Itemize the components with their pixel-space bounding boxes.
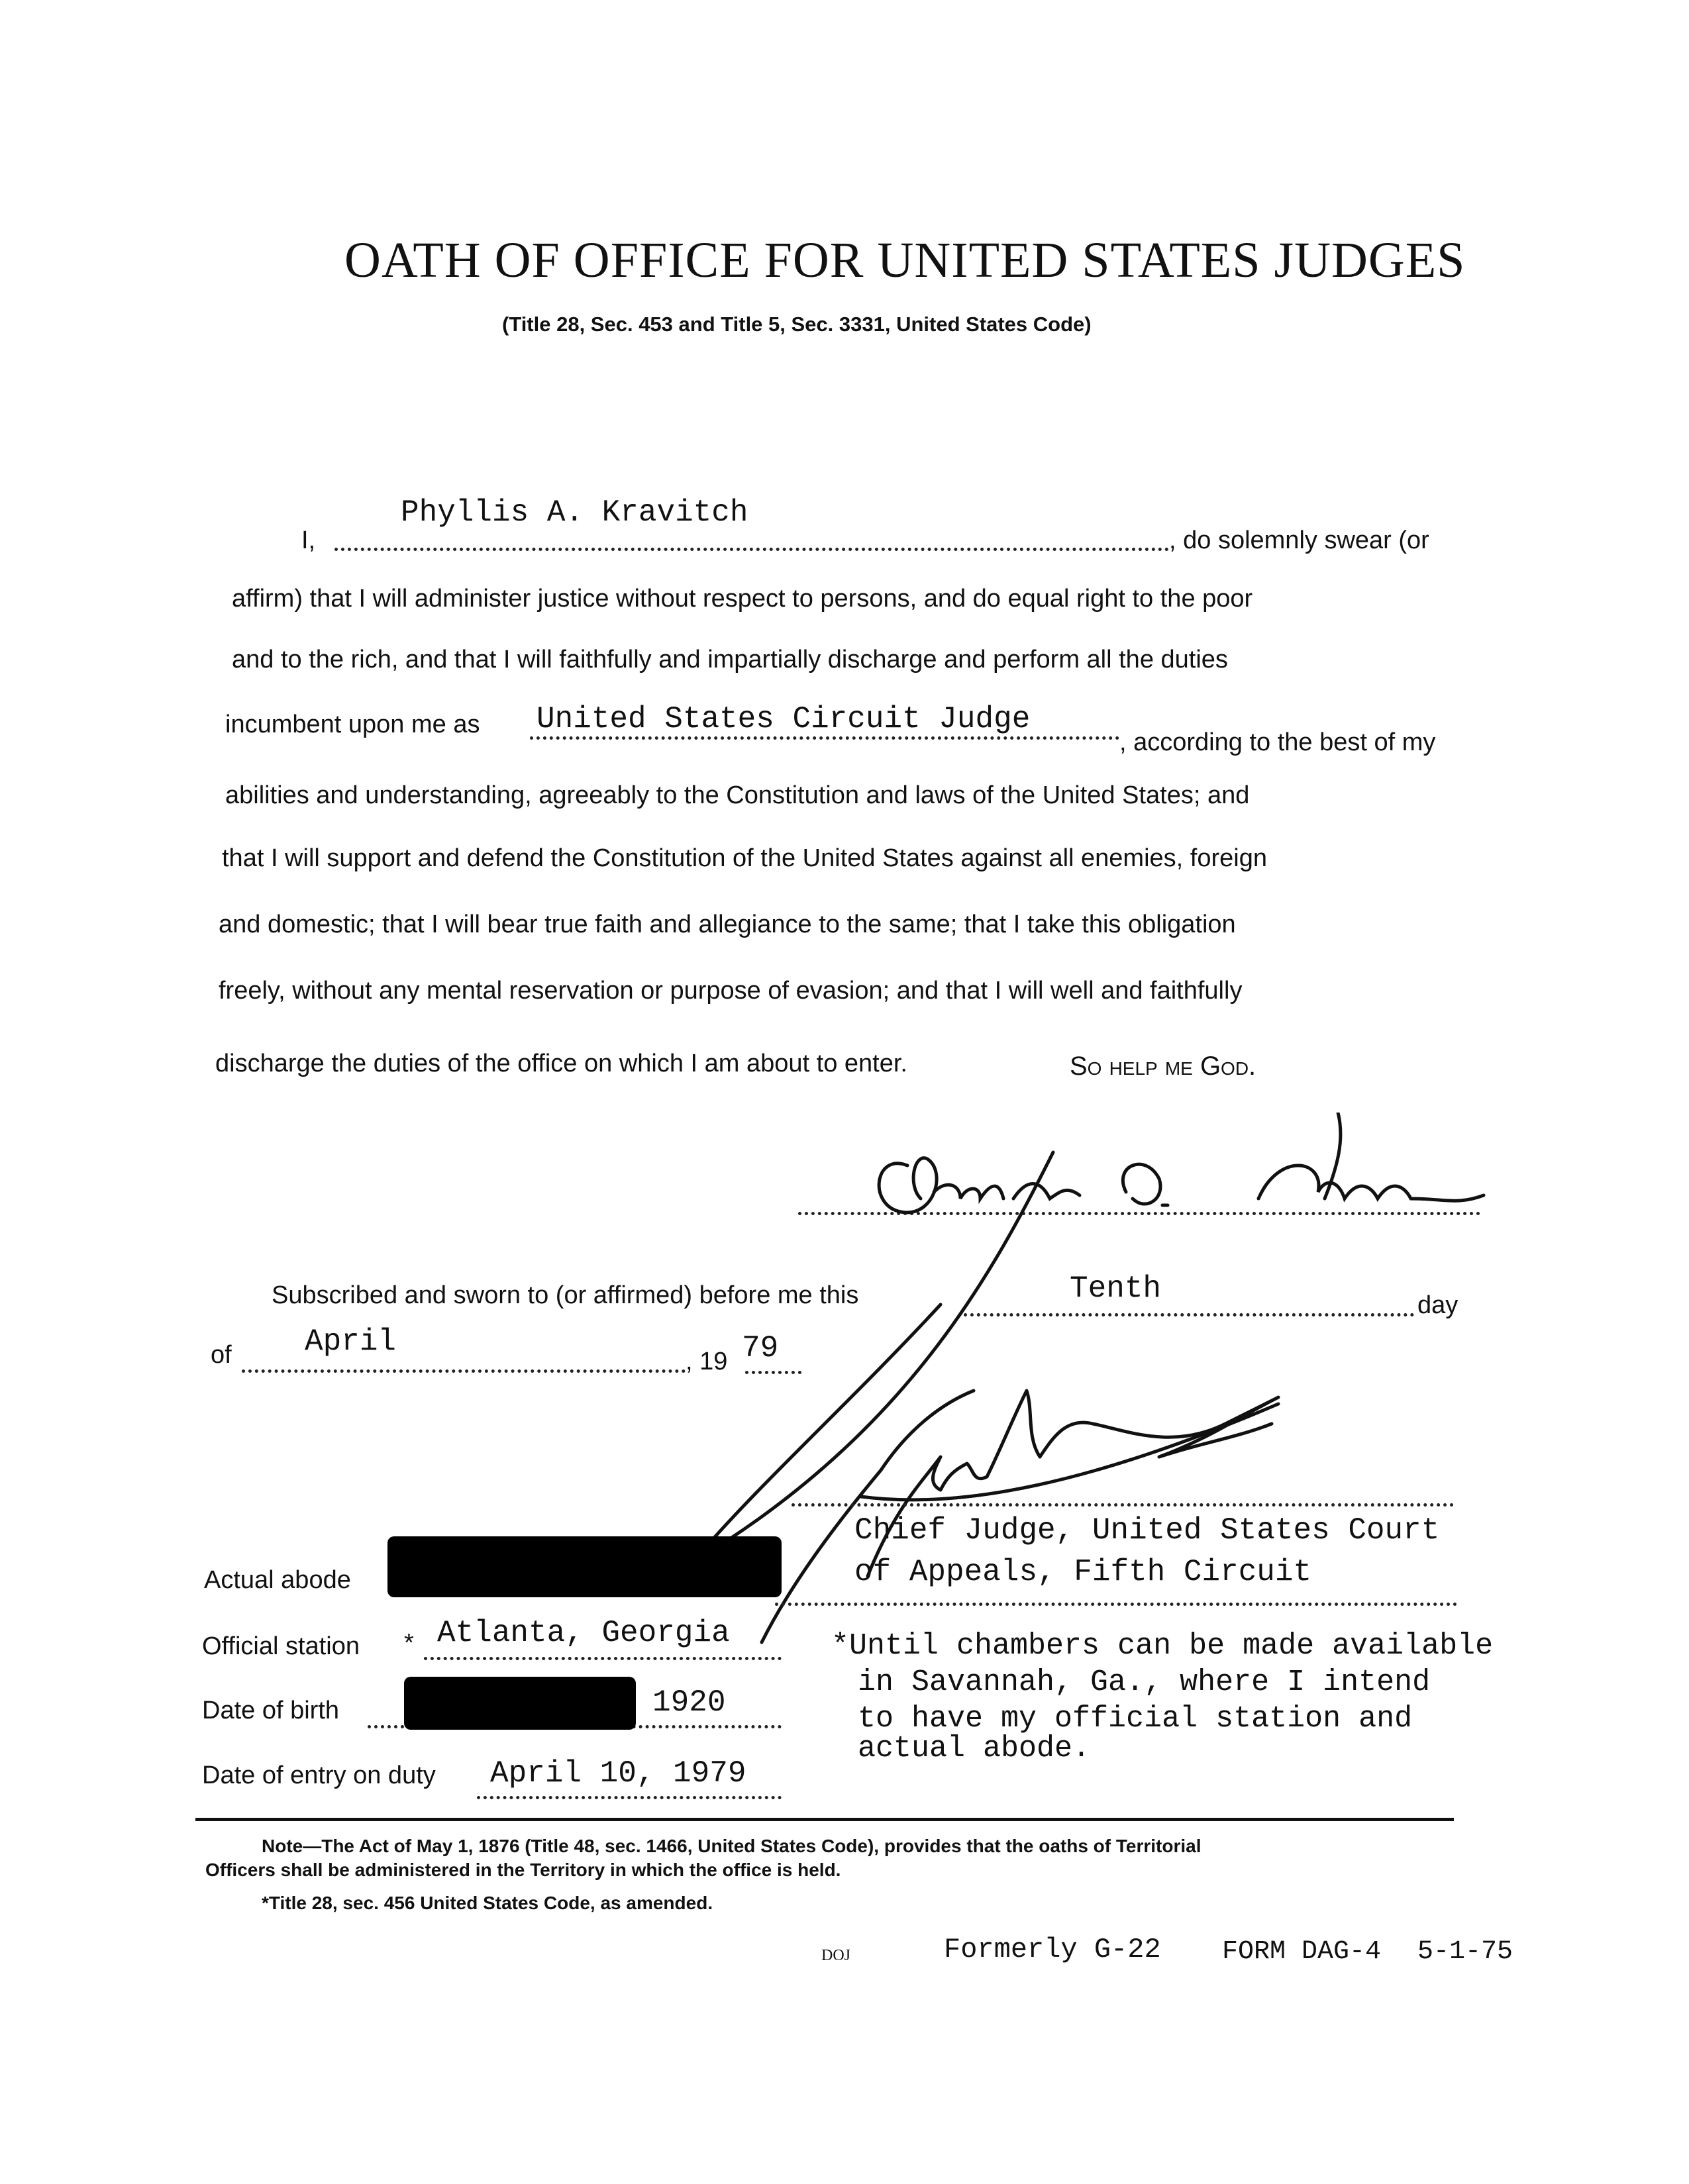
jurat-month: April (305, 1324, 397, 1359)
oath-line1-suffix: , do solemnly swear (or (1169, 526, 1429, 554)
officer-title-line2: of Appeals, Fifth Circuit (854, 1555, 1312, 1589)
jurat-year-prefix: , 19 (686, 1348, 728, 1375)
official-station-label: Official station (202, 1632, 360, 1660)
jurat-year: 79 (742, 1331, 779, 1365)
side-note-line3: to have my official station and (858, 1702, 1413, 1736)
date-of-entry-fill-line (477, 1796, 782, 1799)
form-agency: DOJ (821, 1947, 851, 1964)
date-of-birth-label: Date of birth (202, 1697, 339, 1724)
side-note-line2: in Savannah, Ga., where I intend (858, 1665, 1431, 1699)
side-note-line4: actual abode. (858, 1732, 1091, 1765)
statutory-citation: (Title 28, Sec. 453 and Title 5, Sec. 3331, United States Code) (502, 313, 1092, 336)
officer-title-line1: Chief Judge, United States Court (854, 1513, 1440, 1548)
oath-position: United States Circuit Judge (537, 702, 1031, 736)
month-fill-line (242, 1369, 686, 1373)
date-of-birth-redaction (404, 1677, 636, 1730)
date-of-entry-value: April 10, 1979 (490, 1756, 746, 1791)
footnote-title28: *Title 28, sec. 456 United States Code, as amended. (262, 1893, 713, 1913)
side-note-line1: *Until chambers can be made available (831, 1629, 1494, 1663)
officer-signature-line (792, 1503, 1454, 1507)
form-formerly: Formerly G-22 (944, 1934, 1161, 1965)
date-of-birth-value: 1920 (652, 1685, 726, 1720)
oath-line2: affirm) that I will administer justice without respect to persons, and do equal right to the poor (232, 585, 1253, 613)
oath-line5: abilities and understanding, agreeably to the Constitution and laws of the United States; and (225, 781, 1250, 809)
oath-line4-prefix: incumbent upon me as (225, 711, 480, 738)
name-fill-line (334, 548, 1169, 551)
oath-line7: and domestic; that I will bear true faith and allegiance to the same; that I take this obligation (219, 911, 1236, 938)
official-station-fill-line (424, 1657, 782, 1660)
actual-abode-redaction (387, 1536, 782, 1597)
document-title: OATH OF OFFICE FOR UNITED STATES JUDGES (344, 232, 1466, 288)
jurat-of-label: of (211, 1341, 232, 1369)
oath-line9: discharge the duties of the office on which I am about to enter. (215, 1050, 907, 1077)
form-date: 5-1-75 (1417, 1937, 1513, 1967)
oath-line6: that I will support and defend the Constitution of the United States against all enemies, foreign (222, 844, 1267, 872)
form-number: FORM DAG-4 (1222, 1937, 1382, 1967)
footnote-rule (195, 1818, 1454, 1821)
officer-title-underline (775, 1603, 1457, 1606)
oath-closing: So help me God. (1070, 1052, 1256, 1081)
footnote-act-line1: Note—The Act of May 1, 1876 (Title 48, sec. 1466, United States Code), provides that the oaths of Territorial (262, 1836, 1202, 1856)
oath-line3: and to the rich, and that I will faithfully and impartially discharge and perform all the duties (232, 646, 1228, 673)
oath-name: Phyllis A. Kravitch (401, 495, 748, 530)
footnote-act-line2: Officers shall be administered in the Territory in which the office is held. (205, 1860, 841, 1880)
official-station-marker: * (404, 1629, 414, 1657)
jurat-day-suffix: day (1417, 1291, 1459, 1319)
jurat-prefix: Subscribed and sworn to (or affirmed) before me this (272, 1281, 859, 1309)
official-station-value: Atlanta, Georgia (437, 1616, 730, 1650)
oath-line8: freely, without any mental reservation or purpose of evasion; and that I will well and faithfully (219, 977, 1243, 1005)
oath-line1-prefix: I, (301, 526, 316, 554)
jurat-day: Tenth (1070, 1271, 1162, 1306)
oath-line4-suffix: , according to the best of my (1119, 728, 1436, 756)
actual-abode-label: Actual abode (204, 1566, 351, 1594)
date-of-entry-label: Date of entry on duty (202, 1762, 436, 1789)
position-fill-line (530, 736, 1119, 740)
